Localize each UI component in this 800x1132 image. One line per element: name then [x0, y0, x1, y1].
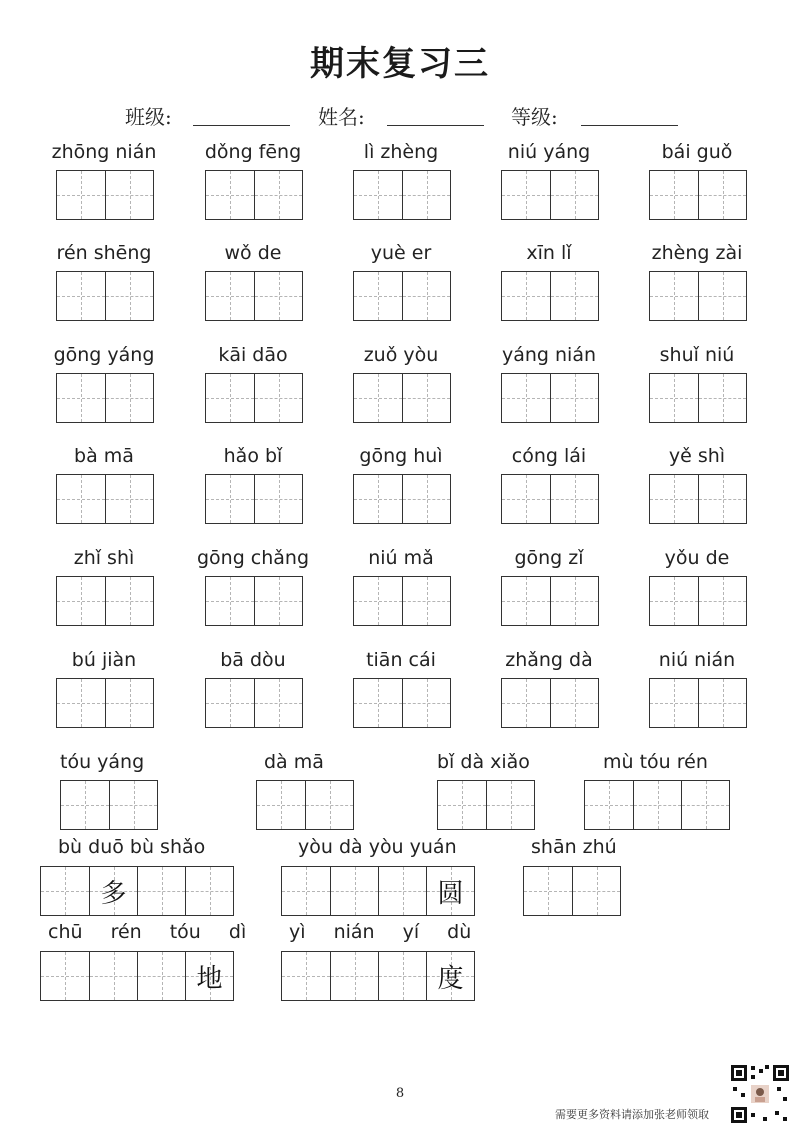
writing-cell[interactable] [650, 475, 698, 523]
writing-cell[interactable] [137, 952, 185, 1000]
character-box-group [56, 678, 154, 728]
class-label: 班级: [125, 105, 172, 129]
character-box-group [60, 780, 158, 830]
character-box-group [56, 170, 154, 220]
writing-cell[interactable] [438, 781, 486, 829]
writing-cell[interactable] [550, 577, 598, 625]
pinyin-label: dǒng fēng [204, 141, 302, 163]
character-box-group [281, 951, 475, 1001]
given-character: 度 [437, 963, 464, 994]
character-box-group [56, 373, 154, 423]
writing-cell[interactable] [185, 952, 233, 1000]
writing-cell[interactable] [524, 867, 572, 915]
character-box-group [501, 576, 599, 626]
character-box-group [205, 170, 303, 220]
writing-cell[interactable] [402, 577, 450, 625]
writing-cell[interactable] [282, 952, 330, 1000]
writing-cell[interactable] [698, 171, 746, 219]
pinyin-label: yáng nián [501, 344, 597, 366]
writing-cell[interactable] [254, 272, 302, 320]
character-box-group [256, 780, 354, 830]
writing-cell[interactable] [354, 679, 402, 727]
writing-cell[interactable] [89, 867, 137, 915]
writing-cell[interactable] [105, 272, 153, 320]
writing-cell[interactable] [206, 272, 254, 320]
writing-cell[interactable] [105, 679, 153, 727]
pinyin-label: niú yáng [507, 141, 591, 163]
pinyin-label: niú nián [658, 649, 736, 671]
pinyin-label: chū rén tóu dì [48, 921, 247, 943]
writing-cell[interactable] [681, 781, 729, 829]
writing-cell[interactable] [57, 374, 105, 422]
pinyin-label: bú jiàn [71, 649, 137, 671]
pinyin-label: tóu yáng [60, 751, 145, 773]
character-box-group [649, 576, 747, 626]
writing-cell[interactable] [89, 952, 137, 1000]
writing-cell[interactable] [650, 679, 698, 727]
pinyin-label: shān zhú [531, 836, 617, 858]
writing-cell[interactable] [282, 867, 330, 915]
pinyin-label: bǐ dà xiǎo [437, 751, 530, 773]
pinyin-label: bái guǒ [661, 141, 733, 163]
pinyin-label: mù tóu rén [603, 751, 708, 773]
writing-cell[interactable] [254, 679, 302, 727]
writing-cell[interactable] [254, 374, 302, 422]
pinyin-label: bā dòu [220, 649, 286, 671]
pinyin-label: hǎo bǐ [223, 445, 283, 467]
writing-cell[interactable] [57, 577, 105, 625]
writing-cell[interactable] [502, 475, 550, 523]
pinyin-label: bù duō bù shǎo [58, 836, 206, 858]
character-box-group [649, 271, 747, 321]
pinyin-label: lì zhèng [363, 141, 439, 163]
writing-cell[interactable] [402, 272, 450, 320]
writing-cell[interactable] [698, 374, 746, 422]
writing-cell[interactable] [486, 781, 534, 829]
pinyin-label: gōng chǎng [196, 547, 310, 569]
character-box-group [501, 474, 599, 524]
writing-cell[interactable] [354, 475, 402, 523]
writing-cell[interactable] [698, 475, 746, 523]
footer-note: 需要更多资料请添加张老师领取 [555, 1108, 709, 1121]
writing-cell[interactable] [105, 475, 153, 523]
writing-cell[interactable] [650, 272, 698, 320]
character-box-group [281, 866, 475, 916]
writing-cell[interactable] [137, 867, 185, 915]
writing-cell[interactable] [698, 679, 746, 727]
grade-label: 等级: [511, 105, 558, 129]
writing-cell[interactable] [502, 272, 550, 320]
character-box-group [205, 678, 303, 728]
writing-cell[interactable] [254, 171, 302, 219]
page-title: 期末复习三 [310, 44, 490, 84]
writing-cell[interactable] [57, 475, 105, 523]
writing-cell[interactable] [41, 867, 89, 915]
writing-cell[interactable] [585, 781, 633, 829]
character-box-group [40, 951, 234, 1001]
pinyin-label: xīn lǐ [526, 242, 572, 264]
name-blank[interactable] [387, 125, 484, 126]
character-box-group [205, 576, 303, 626]
character-box-group [501, 170, 599, 220]
character-box-group [649, 170, 747, 220]
pinyin-label: shuǐ niú [659, 344, 735, 366]
writing-cell[interactable] [105, 577, 153, 625]
character-box-group [501, 373, 599, 423]
writing-cell[interactable] [502, 171, 550, 219]
writing-cell[interactable] [206, 171, 254, 219]
character-box-group [205, 271, 303, 321]
writing-cell[interactable] [426, 952, 474, 1000]
writing-cell[interactable] [185, 867, 233, 915]
writing-cell[interactable] [650, 577, 698, 625]
writing-cell[interactable] [698, 577, 746, 625]
writing-cell[interactable] [402, 475, 450, 523]
pinyin-label: yǒu de [664, 547, 730, 569]
pinyin-label: zhǐ shì [73, 547, 135, 569]
writing-cell[interactable] [330, 952, 378, 1000]
writing-cell[interactable] [550, 171, 598, 219]
pinyin-label: wǒ de [224, 242, 282, 264]
writing-cell[interactable] [109, 781, 157, 829]
grade-blank[interactable] [581, 125, 678, 126]
character-box-group [40, 866, 234, 916]
writing-cell[interactable] [402, 374, 450, 422]
character-box-group [649, 373, 747, 423]
character-box-group [353, 373, 451, 423]
writing-cell[interactable] [105, 171, 153, 219]
given-character: 多 [100, 878, 127, 909]
writing-cell[interactable] [402, 679, 450, 727]
pinyin-label: yì nián yí dù [289, 921, 472, 943]
character-box-group [501, 271, 599, 321]
writing-cell[interactable] [57, 171, 105, 219]
writing-cell[interactable] [354, 272, 402, 320]
character-box-group [523, 866, 621, 916]
writing-cell[interactable] [206, 475, 254, 523]
writing-cell[interactable] [254, 577, 302, 625]
writing-cell[interactable] [650, 374, 698, 422]
character-box-group [56, 576, 154, 626]
character-box-group [56, 474, 154, 524]
writing-cell[interactable] [550, 475, 598, 523]
writing-cell[interactable] [502, 374, 550, 422]
writing-cell[interactable] [305, 781, 353, 829]
character-box-group [649, 474, 747, 524]
writing-cell[interactable] [57, 272, 105, 320]
writing-cell[interactable] [206, 577, 254, 625]
character-box-group [56, 271, 154, 321]
writing-cell[interactable] [698, 272, 746, 320]
given-character: 地 [196, 963, 223, 994]
character-box-group [437, 780, 535, 830]
pinyin-label: zhǎng dà [505, 649, 593, 671]
pinyin-label: yuè er [370, 242, 432, 264]
qr-code-icon [729, 1063, 791, 1125]
character-box-group [584, 780, 730, 830]
writing-cell[interactable] [206, 374, 254, 422]
writing-cell[interactable] [633, 781, 681, 829]
writing-cell[interactable] [354, 374, 402, 422]
writing-cell[interactable] [206, 679, 254, 727]
writing-cell[interactable] [650, 171, 698, 219]
pinyin-label: gōng yáng [53, 344, 155, 366]
writing-cell[interactable] [354, 577, 402, 625]
writing-cell[interactable] [378, 867, 426, 915]
pinyin-label: niú mǎ [368, 547, 434, 569]
pinyin-label: zuǒ yòu [363, 344, 439, 366]
character-box-group [205, 373, 303, 423]
name-label: 姓名: [318, 105, 365, 129]
pinyin-label: yòu dà yòu yuán [298, 836, 457, 858]
character-box-group [501, 678, 599, 728]
pinyin-label: kāi dāo [218, 344, 288, 366]
character-box-group [353, 474, 451, 524]
writing-cell[interactable] [354, 171, 402, 219]
pinyin-label: bà mā [74, 445, 134, 467]
writing-cell[interactable] [502, 679, 550, 727]
writing-cell[interactable] [378, 952, 426, 1000]
writing-cell[interactable] [41, 952, 89, 1000]
character-box-group [353, 271, 451, 321]
writing-cell[interactable] [550, 679, 598, 727]
writing-cell[interactable] [502, 577, 550, 625]
character-box-group [205, 474, 303, 524]
character-box-group [353, 678, 451, 728]
character-box-group [649, 678, 747, 728]
writing-cell[interactable] [572, 867, 620, 915]
writing-cell[interactable] [254, 475, 302, 523]
writing-cell[interactable] [257, 781, 305, 829]
pinyin-label: cóng lái [511, 445, 587, 467]
writing-cell[interactable] [57, 679, 105, 727]
writing-cell[interactable] [550, 272, 598, 320]
page-number: 8 [395, 1086, 405, 1101]
pinyin-label: zhōng nián [51, 141, 157, 163]
pinyin-label: dà mā [264, 751, 324, 773]
pinyin-label: gōng zǐ [514, 547, 584, 569]
pinyin-label: yě shì [668, 445, 726, 467]
writing-cell[interactable] [402, 171, 450, 219]
writing-cell[interactable] [105, 374, 153, 422]
pinyin-label: tiān cái [366, 649, 436, 671]
writing-cell[interactable] [330, 867, 378, 915]
character-box-group [353, 576, 451, 626]
pinyin-label: rén shēng [56, 242, 152, 264]
class-blank[interactable] [193, 125, 290, 126]
writing-cell[interactable] [61, 781, 109, 829]
pinyin-label: gōng huì [359, 445, 443, 467]
pinyin-label: zhèng zài [651, 242, 743, 264]
given-character: 圆 [437, 878, 464, 909]
character-box-group [353, 170, 451, 220]
writing-cell[interactable] [426, 867, 474, 915]
writing-cell[interactable] [550, 374, 598, 422]
